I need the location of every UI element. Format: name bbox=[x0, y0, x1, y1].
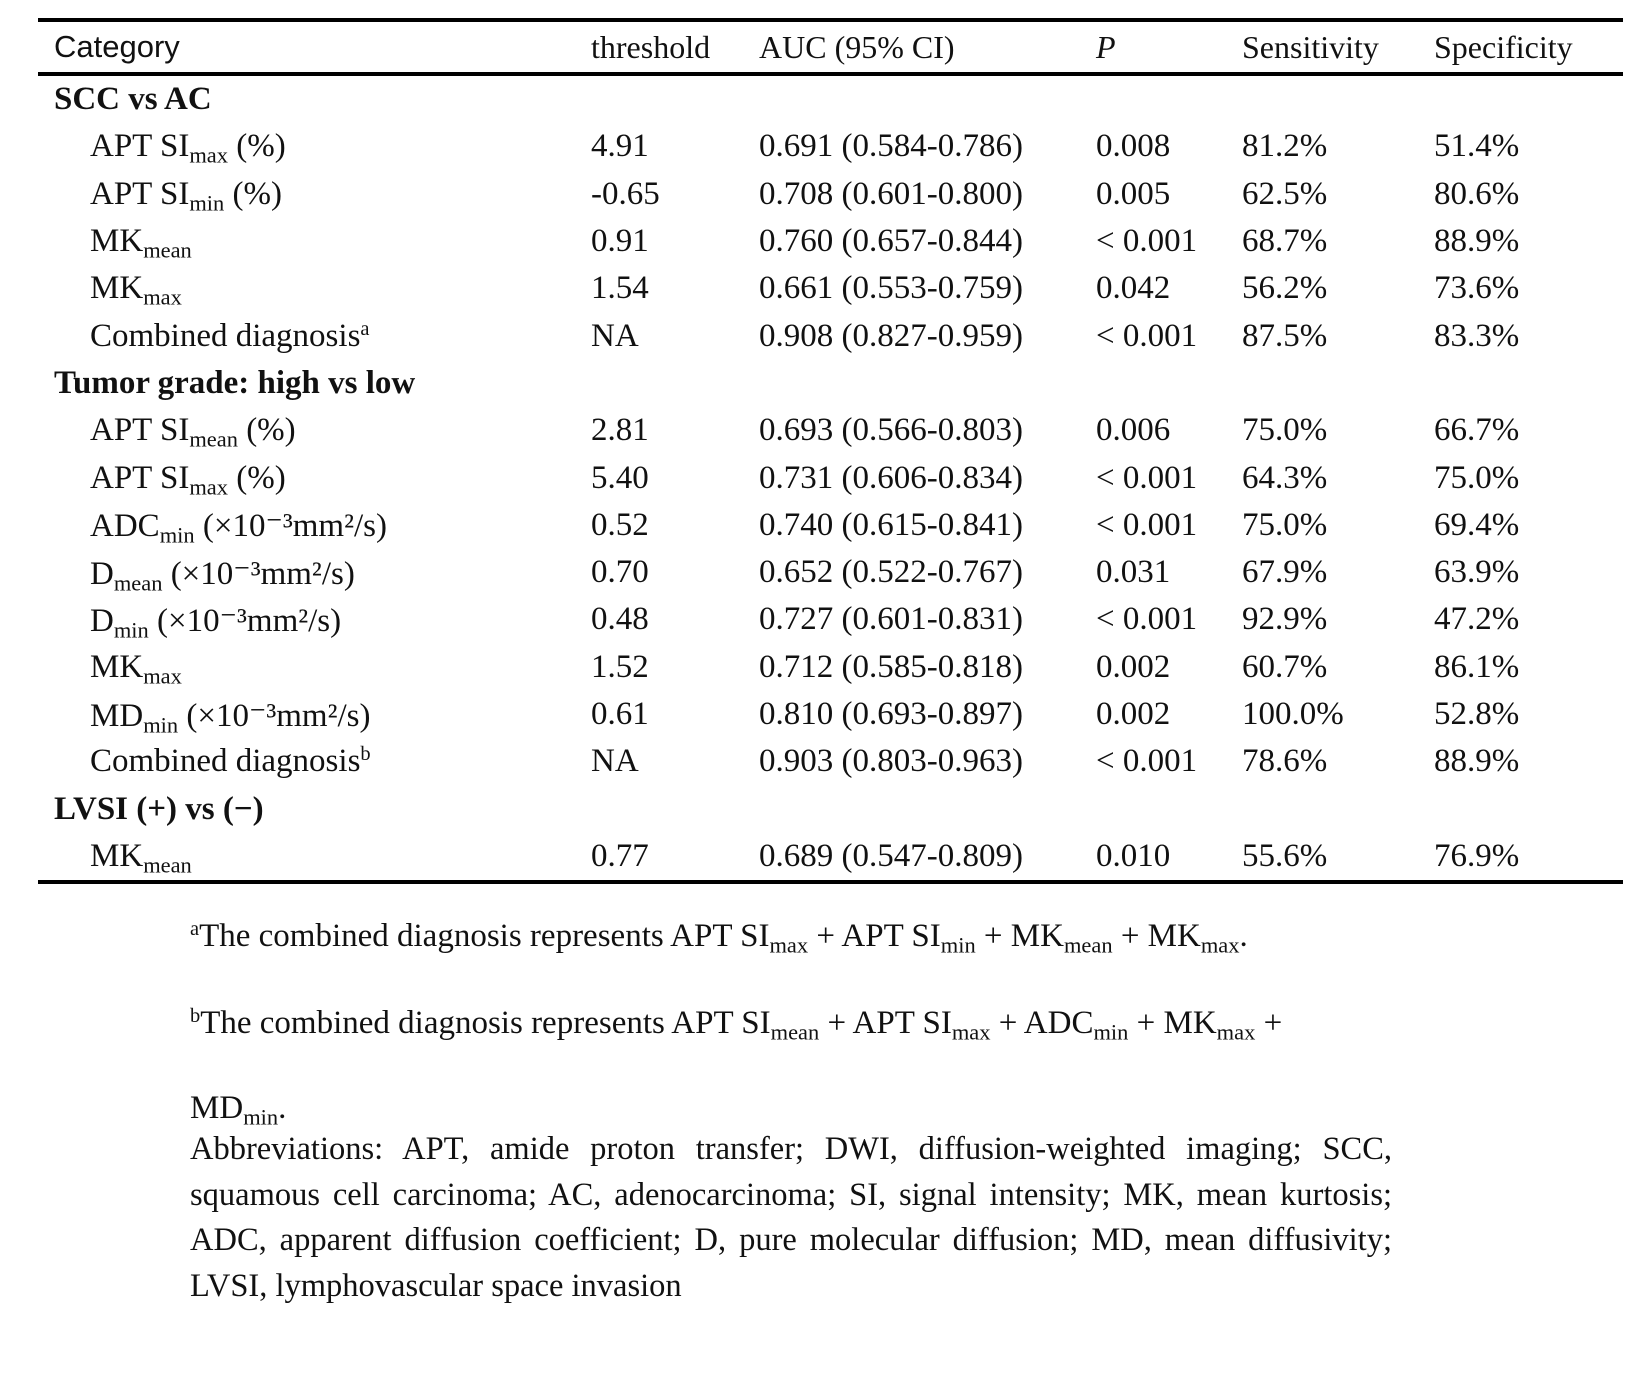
table-row bbox=[38, 549, 1623, 596]
p-value-cell: 0.010 bbox=[1096, 837, 1171, 874]
sensitivity-cell: 78.6% bbox=[1242, 743, 1328, 780]
table-row bbox=[38, 644, 1623, 691]
sensitivity-cell: 100.0% bbox=[1242, 696, 1344, 732]
parameter-unit: (×10⁻³mm²/s) bbox=[162, 555, 355, 592]
table-row bbox=[38, 407, 1623, 454]
parameter-subscript: min bbox=[189, 190, 225, 216]
auc-cell: 0.661 (0.553-0.759) bbox=[759, 270, 1023, 307]
footnote-text: + MK bbox=[1128, 1005, 1217, 1041]
parameter-name: MK bbox=[90, 648, 144, 685]
threshold-cell: 0.70 bbox=[591, 554, 649, 591]
specificity-cell: 88.9% bbox=[1434, 223, 1520, 260]
parameter-unit: (%) bbox=[224, 175, 282, 212]
parameter-name: Combined diagnosis bbox=[90, 317, 361, 354]
footnote-text: + MK bbox=[1112, 918, 1201, 954]
group-title: SCC vs AC bbox=[54, 81, 212, 118]
threshold-cell: 2.81 bbox=[591, 412, 649, 449]
parameter-unit: (×10⁻³mm²/s) bbox=[178, 697, 371, 734]
table-row bbox=[38, 123, 1623, 170]
group-header-row bbox=[38, 360, 1623, 407]
footnote-b-continuation bbox=[190, 1090, 1390, 1130]
footnote-marker: a bbox=[190, 917, 200, 940]
auc-cell: 0.652 (0.522-0.767) bbox=[759, 554, 1023, 591]
footnote-text: + APT SI bbox=[819, 1005, 952, 1041]
sensitivity-cell: 56.2% bbox=[1242, 270, 1328, 307]
header-category: Category bbox=[54, 29, 180, 64]
sensitivity-cell: 68.7% bbox=[1242, 223, 1328, 260]
auc-cell: 0.689 (0.547-0.809) bbox=[759, 837, 1023, 874]
threshold-cell: -0.65 bbox=[591, 175, 660, 212]
footnote-subscript: min bbox=[940, 932, 976, 958]
header-p: P bbox=[1096, 28, 1116, 65]
specificity-cell: 52.8% bbox=[1434, 696, 1520, 732]
auc-cell: 0.908 (0.827-0.959) bbox=[759, 317, 1023, 354]
auc-cell: 0.731 (0.606-0.834) bbox=[759, 459, 1023, 496]
parameter-name: MK bbox=[90, 837, 144, 874]
threshold-cell: 1.54 bbox=[591, 270, 649, 307]
table-row bbox=[38, 265, 1623, 312]
table-row bbox=[38, 502, 1623, 549]
parameter-cell bbox=[38, 412, 591, 452]
header-auc: AUC (95% CI) bbox=[759, 28, 955, 65]
footnote-text: + APT SI bbox=[808, 918, 941, 954]
parameter-name: APT SI bbox=[90, 175, 190, 212]
parameter-subscript: mean bbox=[143, 852, 192, 878]
footnote-text: + MK bbox=[975, 918, 1064, 954]
p-value-cell: 0.042 bbox=[1096, 270, 1171, 307]
parameter-cell bbox=[38, 743, 591, 780]
bottom-rule bbox=[38, 880, 1623, 884]
group-header-row bbox=[38, 785, 1623, 832]
p-value-cell: < 0.001 bbox=[1096, 317, 1198, 354]
specificity-cell: 86.1% bbox=[1434, 648, 1520, 685]
specificity-cell: 66.7% bbox=[1434, 412, 1520, 449]
footnote-marker: a bbox=[360, 317, 370, 340]
auc-cell: 0.727 (0.601-0.831) bbox=[759, 601, 1023, 638]
parameter-unit: (×10⁻³mm²/s) bbox=[148, 602, 342, 639]
threshold-cell: 5.40 bbox=[591, 459, 649, 496]
sensitivity-cell: 92.9% bbox=[1242, 601, 1328, 638]
parameter-cell bbox=[38, 553, 591, 596]
sensitivity-cell: 87.5% bbox=[1242, 317, 1328, 354]
parameter-cell bbox=[38, 270, 591, 311]
parameter-name: APT SI bbox=[90, 412, 190, 449]
p-value-cell: < 0.001 bbox=[1096, 223, 1198, 260]
threshold-cell: 0.52 bbox=[591, 506, 649, 543]
footnote-text: . bbox=[1239, 918, 1248, 954]
threshold-cell: 0.61 bbox=[591, 696, 649, 732]
auc-cell: 0.810 (0.693-0.897) bbox=[759, 696, 1023, 732]
header-specificity: Specificity bbox=[1434, 28, 1573, 65]
parameter-name: D bbox=[90, 602, 114, 639]
parameter-name: APT SI bbox=[90, 459, 190, 496]
p-value-cell: 0.031 bbox=[1096, 554, 1171, 591]
auc-cell: 0.903 (0.803-0.963) bbox=[759, 743, 1023, 780]
auc-cell: 0.693 (0.566-0.803) bbox=[759, 412, 1023, 449]
footnote-text: MD bbox=[190, 1090, 244, 1126]
p-value-cell: 0.006 bbox=[1096, 412, 1171, 449]
table-row bbox=[38, 171, 1623, 218]
header-sensitivity: Sensitivity bbox=[1242, 28, 1379, 65]
specificity-cell: 63.9% bbox=[1434, 554, 1520, 591]
footnote-text: The combined diagnosis represents APT SI bbox=[199, 918, 770, 954]
p-value-cell: 0.002 bbox=[1096, 648, 1171, 685]
p-value-cell: 0.005 bbox=[1096, 175, 1171, 212]
parameter-subscript: mean bbox=[189, 426, 238, 452]
table-row bbox=[38, 738, 1623, 785]
parameter-subscript: min bbox=[113, 617, 149, 643]
auc-cell: 0.691 (0.584-0.786) bbox=[759, 128, 1023, 165]
specificity-cell: 73.6% bbox=[1434, 270, 1520, 307]
parameter-name: MD bbox=[90, 697, 144, 734]
specificity-cell: 47.2% bbox=[1434, 601, 1520, 638]
threshold-cell: 4.91 bbox=[591, 128, 649, 165]
table-body bbox=[38, 76, 1623, 880]
sensitivity-cell: 67.9% bbox=[1242, 554, 1328, 591]
parameter-subscript: max bbox=[189, 474, 228, 500]
parameter-subscript: mean bbox=[113, 570, 163, 596]
parameter-cell bbox=[38, 175, 591, 216]
footnote-subscript: min bbox=[243, 1104, 279, 1130]
specificity-cell: 76.9% bbox=[1434, 837, 1520, 874]
table-row bbox=[38, 596, 1623, 643]
footnote-subscript: mean bbox=[1063, 932, 1113, 958]
p-value-cell: 0.008 bbox=[1096, 128, 1171, 165]
parameter-name: APT SI bbox=[90, 128, 190, 165]
parameter-subscript: min bbox=[143, 712, 179, 738]
footnote-text: . bbox=[278, 1090, 287, 1126]
threshold-cell: 1.52 bbox=[591, 648, 649, 685]
threshold-cell: 0.91 bbox=[591, 223, 649, 260]
auc-cell: 0.740 (0.615-0.841) bbox=[759, 506, 1023, 543]
header-threshold: threshold bbox=[591, 28, 711, 65]
parameter-cell bbox=[38, 648, 591, 689]
footnote-subscript: max bbox=[769, 932, 809, 958]
footnote-marker: b bbox=[190, 1004, 201, 1027]
parameter-cell bbox=[38, 459, 591, 500]
parameter-subscript: max bbox=[143, 285, 182, 311]
specificity-cell: 88.9% bbox=[1434, 743, 1520, 780]
group-header-row bbox=[38, 76, 1623, 123]
specificity-cell: 75.0% bbox=[1434, 459, 1520, 496]
sensitivity-cell: 60.7% bbox=[1242, 648, 1328, 685]
sensitivity-cell: 62.5% bbox=[1242, 175, 1328, 212]
sensitivity-cell: 64.3% bbox=[1242, 459, 1328, 496]
parameter-subscript: mean bbox=[143, 237, 192, 263]
specificity-cell: 51.4% bbox=[1434, 128, 1520, 165]
auc-cell: 0.760 (0.657-0.844) bbox=[759, 223, 1023, 260]
parameter-cell bbox=[38, 223, 591, 263]
table-row bbox=[38, 454, 1623, 501]
threshold-cell: NA bbox=[591, 743, 639, 780]
parameter-unit: (%) bbox=[227, 128, 286, 165]
footnote-text: The combined diagnosis represents APT SI bbox=[200, 1005, 771, 1041]
parameter-cell bbox=[38, 505, 591, 549]
parameter-name: MK bbox=[90, 270, 144, 307]
footnote-marker: b bbox=[360, 743, 371, 766]
p-value-cell: < 0.001 bbox=[1096, 459, 1198, 496]
footnote-subscript: max bbox=[1216, 1019, 1256, 1045]
threshold-cell: 0.77 bbox=[591, 837, 649, 874]
footnote-text: + ADC bbox=[990, 1005, 1094, 1041]
footnote-b bbox=[190, 1004, 1390, 1045]
specificity-cell: 80.6% bbox=[1434, 175, 1520, 212]
table-row bbox=[38, 312, 1623, 359]
parameter-cell bbox=[38, 128, 591, 169]
sensitivity-cell: 55.6% bbox=[1242, 837, 1328, 874]
parameter-unit: (%) bbox=[237, 412, 296, 449]
parameter-cell bbox=[38, 318, 591, 355]
parameter-subscript: max bbox=[143, 663, 182, 689]
footnote-subscript: min bbox=[1093, 1019, 1129, 1045]
p-value-cell: < 0.001 bbox=[1096, 601, 1198, 638]
table-row bbox=[38, 833, 1623, 880]
p-value-cell: 0.002 bbox=[1096, 696, 1171, 732]
sensitivity-cell: 75.0% bbox=[1242, 412, 1328, 449]
group-title: Tumor grade: high vs low bbox=[54, 364, 416, 401]
results-table bbox=[38, 18, 1623, 884]
parameter-cell bbox=[38, 600, 591, 643]
header-row bbox=[38, 22, 1623, 72]
specificity-cell: 83.3% bbox=[1434, 317, 1520, 354]
parameter-cell bbox=[38, 837, 591, 878]
auc-cell: 0.708 (0.601-0.800) bbox=[759, 175, 1023, 212]
parameter-name: MK bbox=[90, 223, 144, 260]
table-row bbox=[38, 218, 1623, 265]
threshold-cell: 0.48 bbox=[591, 601, 649, 638]
p-value-cell: < 0.001 bbox=[1096, 506, 1198, 543]
specificity-cell: 69.4% bbox=[1434, 506, 1520, 543]
auc-cell: 0.712 (0.585-0.818) bbox=[759, 648, 1023, 685]
footnote-text: + bbox=[1255, 1005, 1283, 1041]
parameter-name: Combined diagnosis bbox=[90, 743, 361, 780]
footnote-subscript: mean bbox=[770, 1019, 820, 1045]
p-value-cell: < 0.001 bbox=[1096, 743, 1198, 780]
footnote-subscript: max bbox=[1200, 932, 1240, 958]
table-row bbox=[38, 691, 1623, 738]
footnote-a bbox=[190, 917, 1390, 958]
threshold-cell: NA bbox=[591, 317, 639, 354]
parameter-subscript: min bbox=[159, 523, 195, 549]
sensitivity-cell: 81.2% bbox=[1242, 128, 1328, 165]
group-title: LVSI (+) vs (−) bbox=[54, 790, 264, 827]
parameter-unit: (×10⁻³mm²/s) bbox=[194, 508, 387, 545]
parameter-name: D bbox=[90, 555, 114, 592]
parameter-subscript: max bbox=[189, 143, 228, 169]
parameter-cell bbox=[38, 695, 591, 738]
footnote-subscript: max bbox=[951, 1019, 991, 1045]
abbreviations-note: Abbreviations: APT, amide proton transfer; DWI, diffusion-weighted imaging; SCC, squamous cell carcinoma; AC, adenocarcinoma; SI, signal intensity; MK, mean kurtosis; ADC, apparent diffusion coefficient; D, pure molecular diffusion; MD, mean diffusivity; LVSI, lymphovascular space invasion bbox=[190, 1131, 1392, 1304]
parameter-name: ADC bbox=[90, 508, 160, 545]
sensitivity-cell: 75.0% bbox=[1242, 506, 1328, 543]
parameter-unit: (%) bbox=[227, 459, 286, 496]
